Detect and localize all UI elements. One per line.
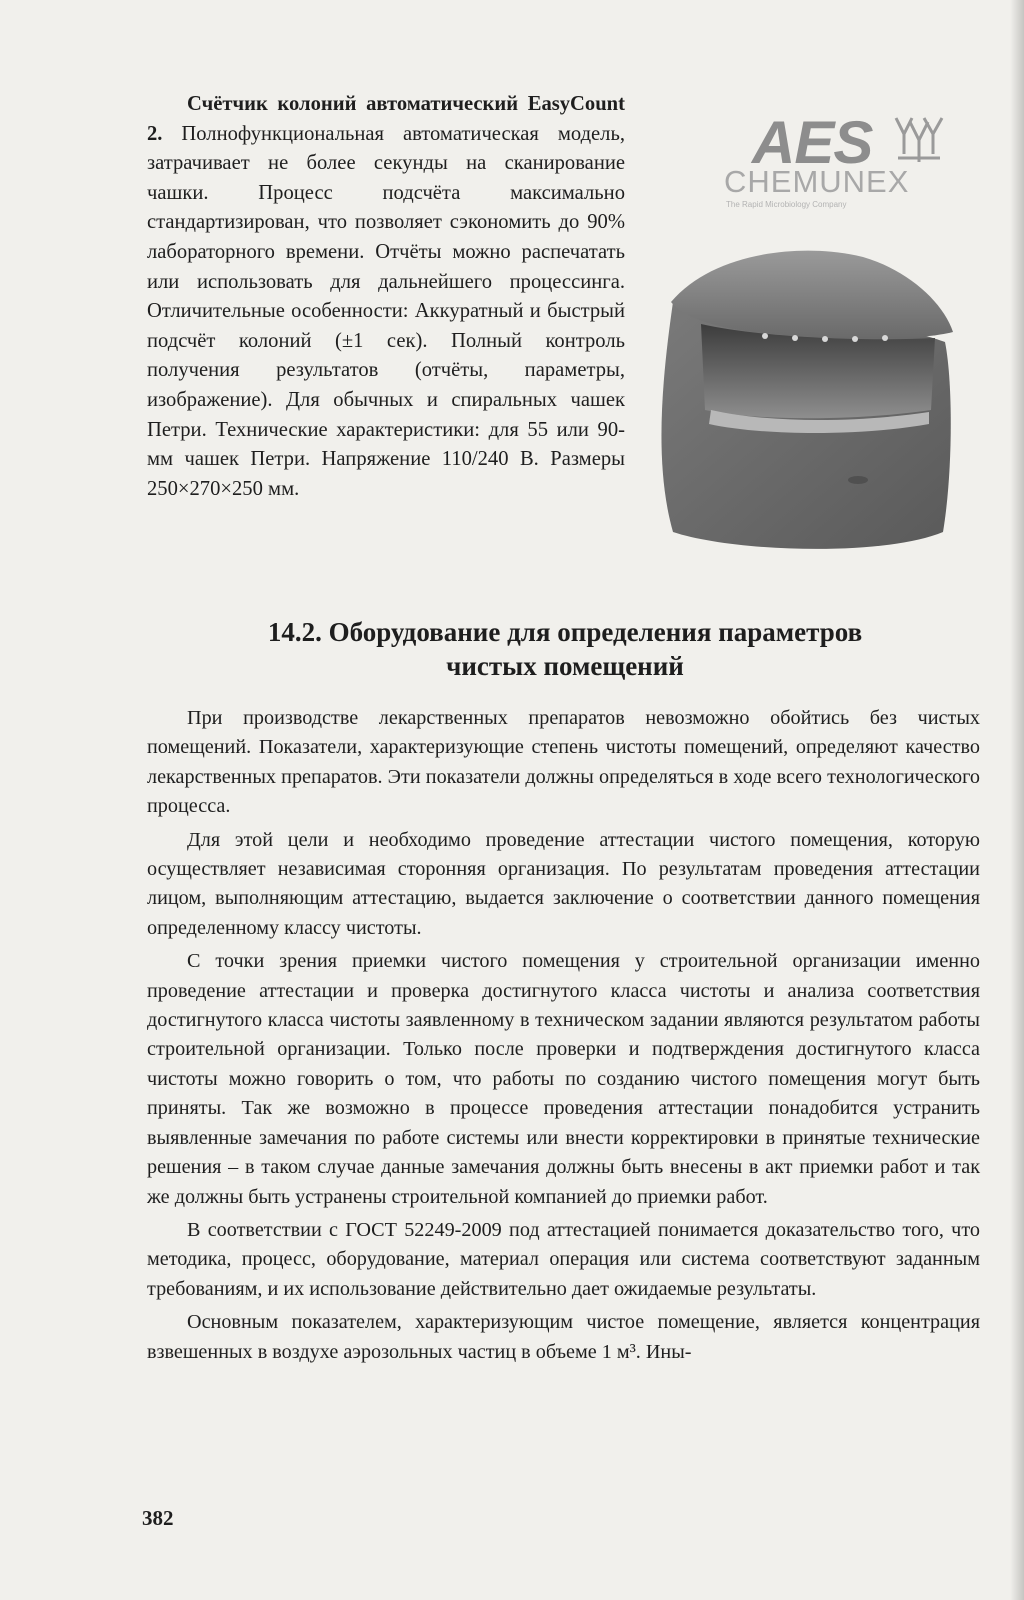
- logo-figures-icon: [890, 114, 948, 170]
- body-paragraph: С точки зрения приемки чистого помещения у строительной организации именно проведение аттестации и проверка достигнутого класса чистоты и анализа соответствия достигнутого класса чистоты заявленному в техническом задании являются результатом работы строительной организации. Только после проверки и подтверждения достигнутого класса чистоты можно говорить о том, что работы по созданию чистого помещения могут быть приняты. Так же возможно в процессе проведения аттестации понадобится устранить выявленные замечания по работе системы или внести корректировки в принятые технические решения – в таком случае данные замечания должны быть внесены в акт приемки работ и так же должны быть устранены строительной компанией до приемки работ.: [147, 950, 980, 1208]
- section-heading-line2: чистых помещений: [446, 651, 684, 681]
- body-paragraph: В соответствии с ГОСТ 52249-2009 под аттестацией понимается доказательство того, что методика, процесс, оборудование, материал операция или система соответствуют заданным требованиям, и их использование действительно дает ожидаемые результаты.: [147, 1218, 980, 1300]
- logo-brand: AES: [752, 109, 873, 176]
- section-heading: [150, 615, 980, 683]
- page-number: 382: [142, 1506, 174, 1530]
- product-paragraph: [147, 90, 625, 504]
- body-paragraph: При производстве лекарственных препаратов невозможно обойтись без чистых помещений. Показатели, характеризующие степень чистоты помещений, определяют качество лекарственных препаратов. Эти показатели должны определяться в ходе всего технологического процесса.: [147, 707, 980, 818]
- section-heading-line1: 14.2. Оборудование для определения параметров: [267, 617, 863, 647]
- product-description: [147, 90, 625, 504]
- section-body: [147, 704, 980, 1371]
- aes-chemunex-logo: [722, 108, 952, 218]
- page-edge-shadow: [1010, 0, 1024, 1600]
- colony-counter-image: [653, 232, 963, 567]
- body-paragraph: Для этой цели и необходимо проведение аттестации чистого помещения, которую осуществляет независимая сторонняя организация. По результатам проведения аттестации лицом, выполняющим аттестацию, выдается заключение о соответствии данного помещения определенному классу чистоты.: [147, 828, 980, 939]
- logo-tagline: The Rapid Microbiology Company: [726, 200, 847, 209]
- product-title: Счётчик колоний автоматический EasyCount 2.: [147, 93, 625, 145]
- logo-subbrand: CHEMUNEX: [724, 164, 910, 199]
- product-text: Полнофункциональная автоматическая модель, затрачивает не более секунды на сканирование чашки. Процесс подсчёта максимально стандартизирован, что позволяет сэкономить до 90% лабораторного времени. Отчёты можно распечатать или использовать для дальнейшего процессинга. Отличительные особенности: Аккуратный и быстрый подсчёт колоний (±1 сек). Полный контроль получения результатов (отчёты, параметры, изображение). Для обычных и спиральных чашек Петри. Технические характеристики: для 55 или 90-мм чашек Петри. Напряжение 110/240 В. Размеры 250×270×250 мм.: [147, 122, 625, 500]
- body-paragraph: Основным показателем, характеризующим чистое помещение, является концентрация взвешенных в воздухе аэрозольных частиц в объеме 1 м³. Ины-: [147, 1311, 980, 1363]
